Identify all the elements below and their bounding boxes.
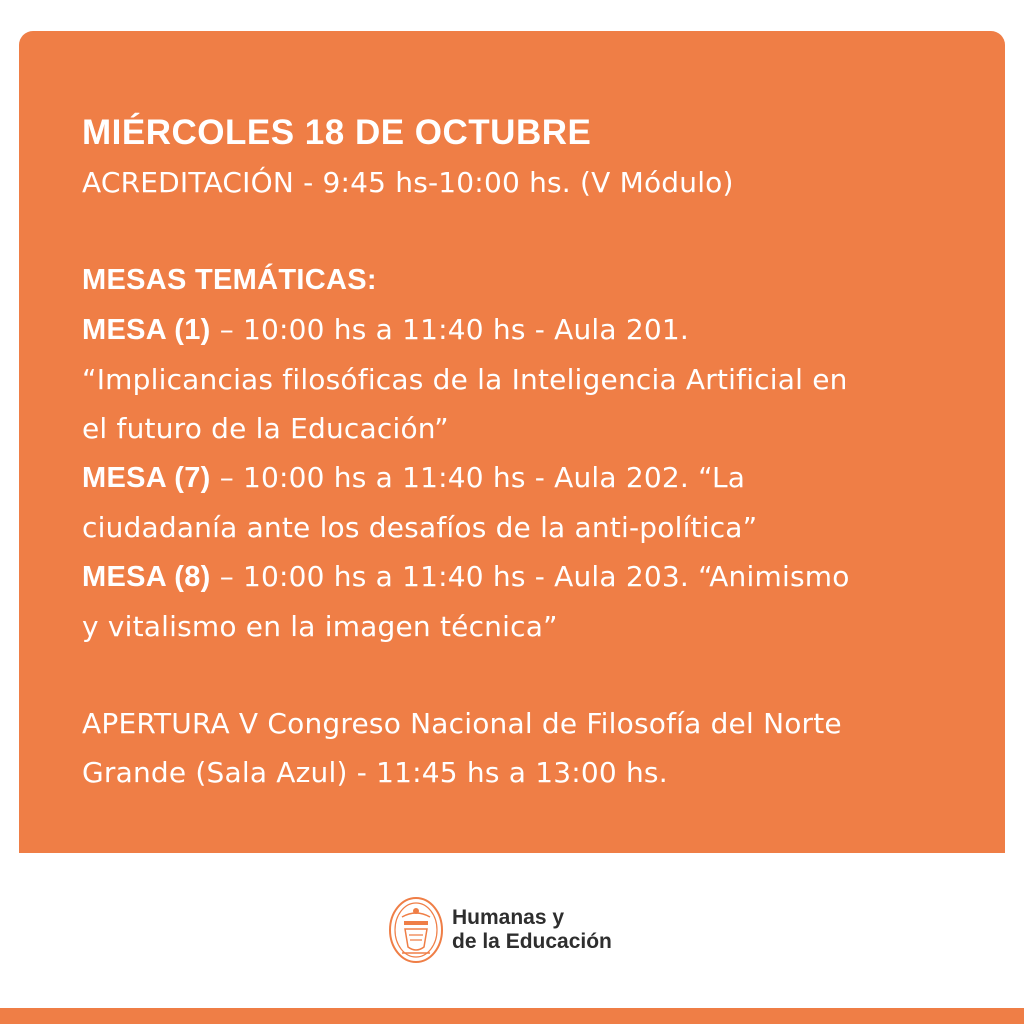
mesa-title-cont: el futuro de la Educación” — [82, 412, 449, 445]
mesa-title: “Implicancias filosóficas de la Inteligencia Artificial en — [82, 363, 848, 396]
accreditation-line: ACREDITACIÓN - 9:45 hs-10:00 hs. (V Módulo) — [82, 166, 734, 199]
faculty-logo — [388, 895, 612, 965]
mesa-title: y vitalismo en la imagen técnica” — [82, 610, 558, 643]
schedule-content — [82, 108, 962, 797]
opening-line-cont: Grande (Sala Azul) - 11:45 hs a 13:00 hs. — [82, 756, 668, 789]
logo-line-1: Humanas y — [452, 906, 565, 929]
mesa-label: MESA (1) — [82, 314, 211, 346]
bottom-accent-bar — [0, 1008, 1024, 1024]
mesa-label: MESA (7) — [82, 462, 211, 494]
university-seal-icon — [388, 895, 444, 965]
mesa-item-7 — [82, 453, 962, 552]
mesa-time: – 10:00 hs a 11:40 hs - Aula 201. — [210, 313, 690, 346]
day-heading: MIÉRCOLES 18 DE OCTUBRE — [82, 113, 592, 152]
spacer — [82, 207, 962, 255]
section-title: MESAS TEMÁTICAS: — [82, 264, 377, 296]
spacer — [82, 651, 962, 699]
logo-line-2: de la Educación — [452, 930, 612, 953]
mesa-title: ciudadanía ante los desafíos de la anti-política” — [82, 511, 758, 544]
mesa-time: – 10:00 hs a 11:40 hs - Aula 203. “Animismo — [210, 560, 850, 593]
mesa-item-1 — [82, 305, 962, 453]
mesa-label: MESA (8) — [82, 561, 211, 593]
mesa-item-8 — [82, 552, 962, 651]
logo-text — [452, 906, 612, 954]
mesa-time: – 10:00 hs a 11:40 hs - Aula 202. “La — [210, 461, 746, 494]
opening-line: APERTURA V Congreso Nacional de Filosofía del Norte — [82, 707, 842, 740]
